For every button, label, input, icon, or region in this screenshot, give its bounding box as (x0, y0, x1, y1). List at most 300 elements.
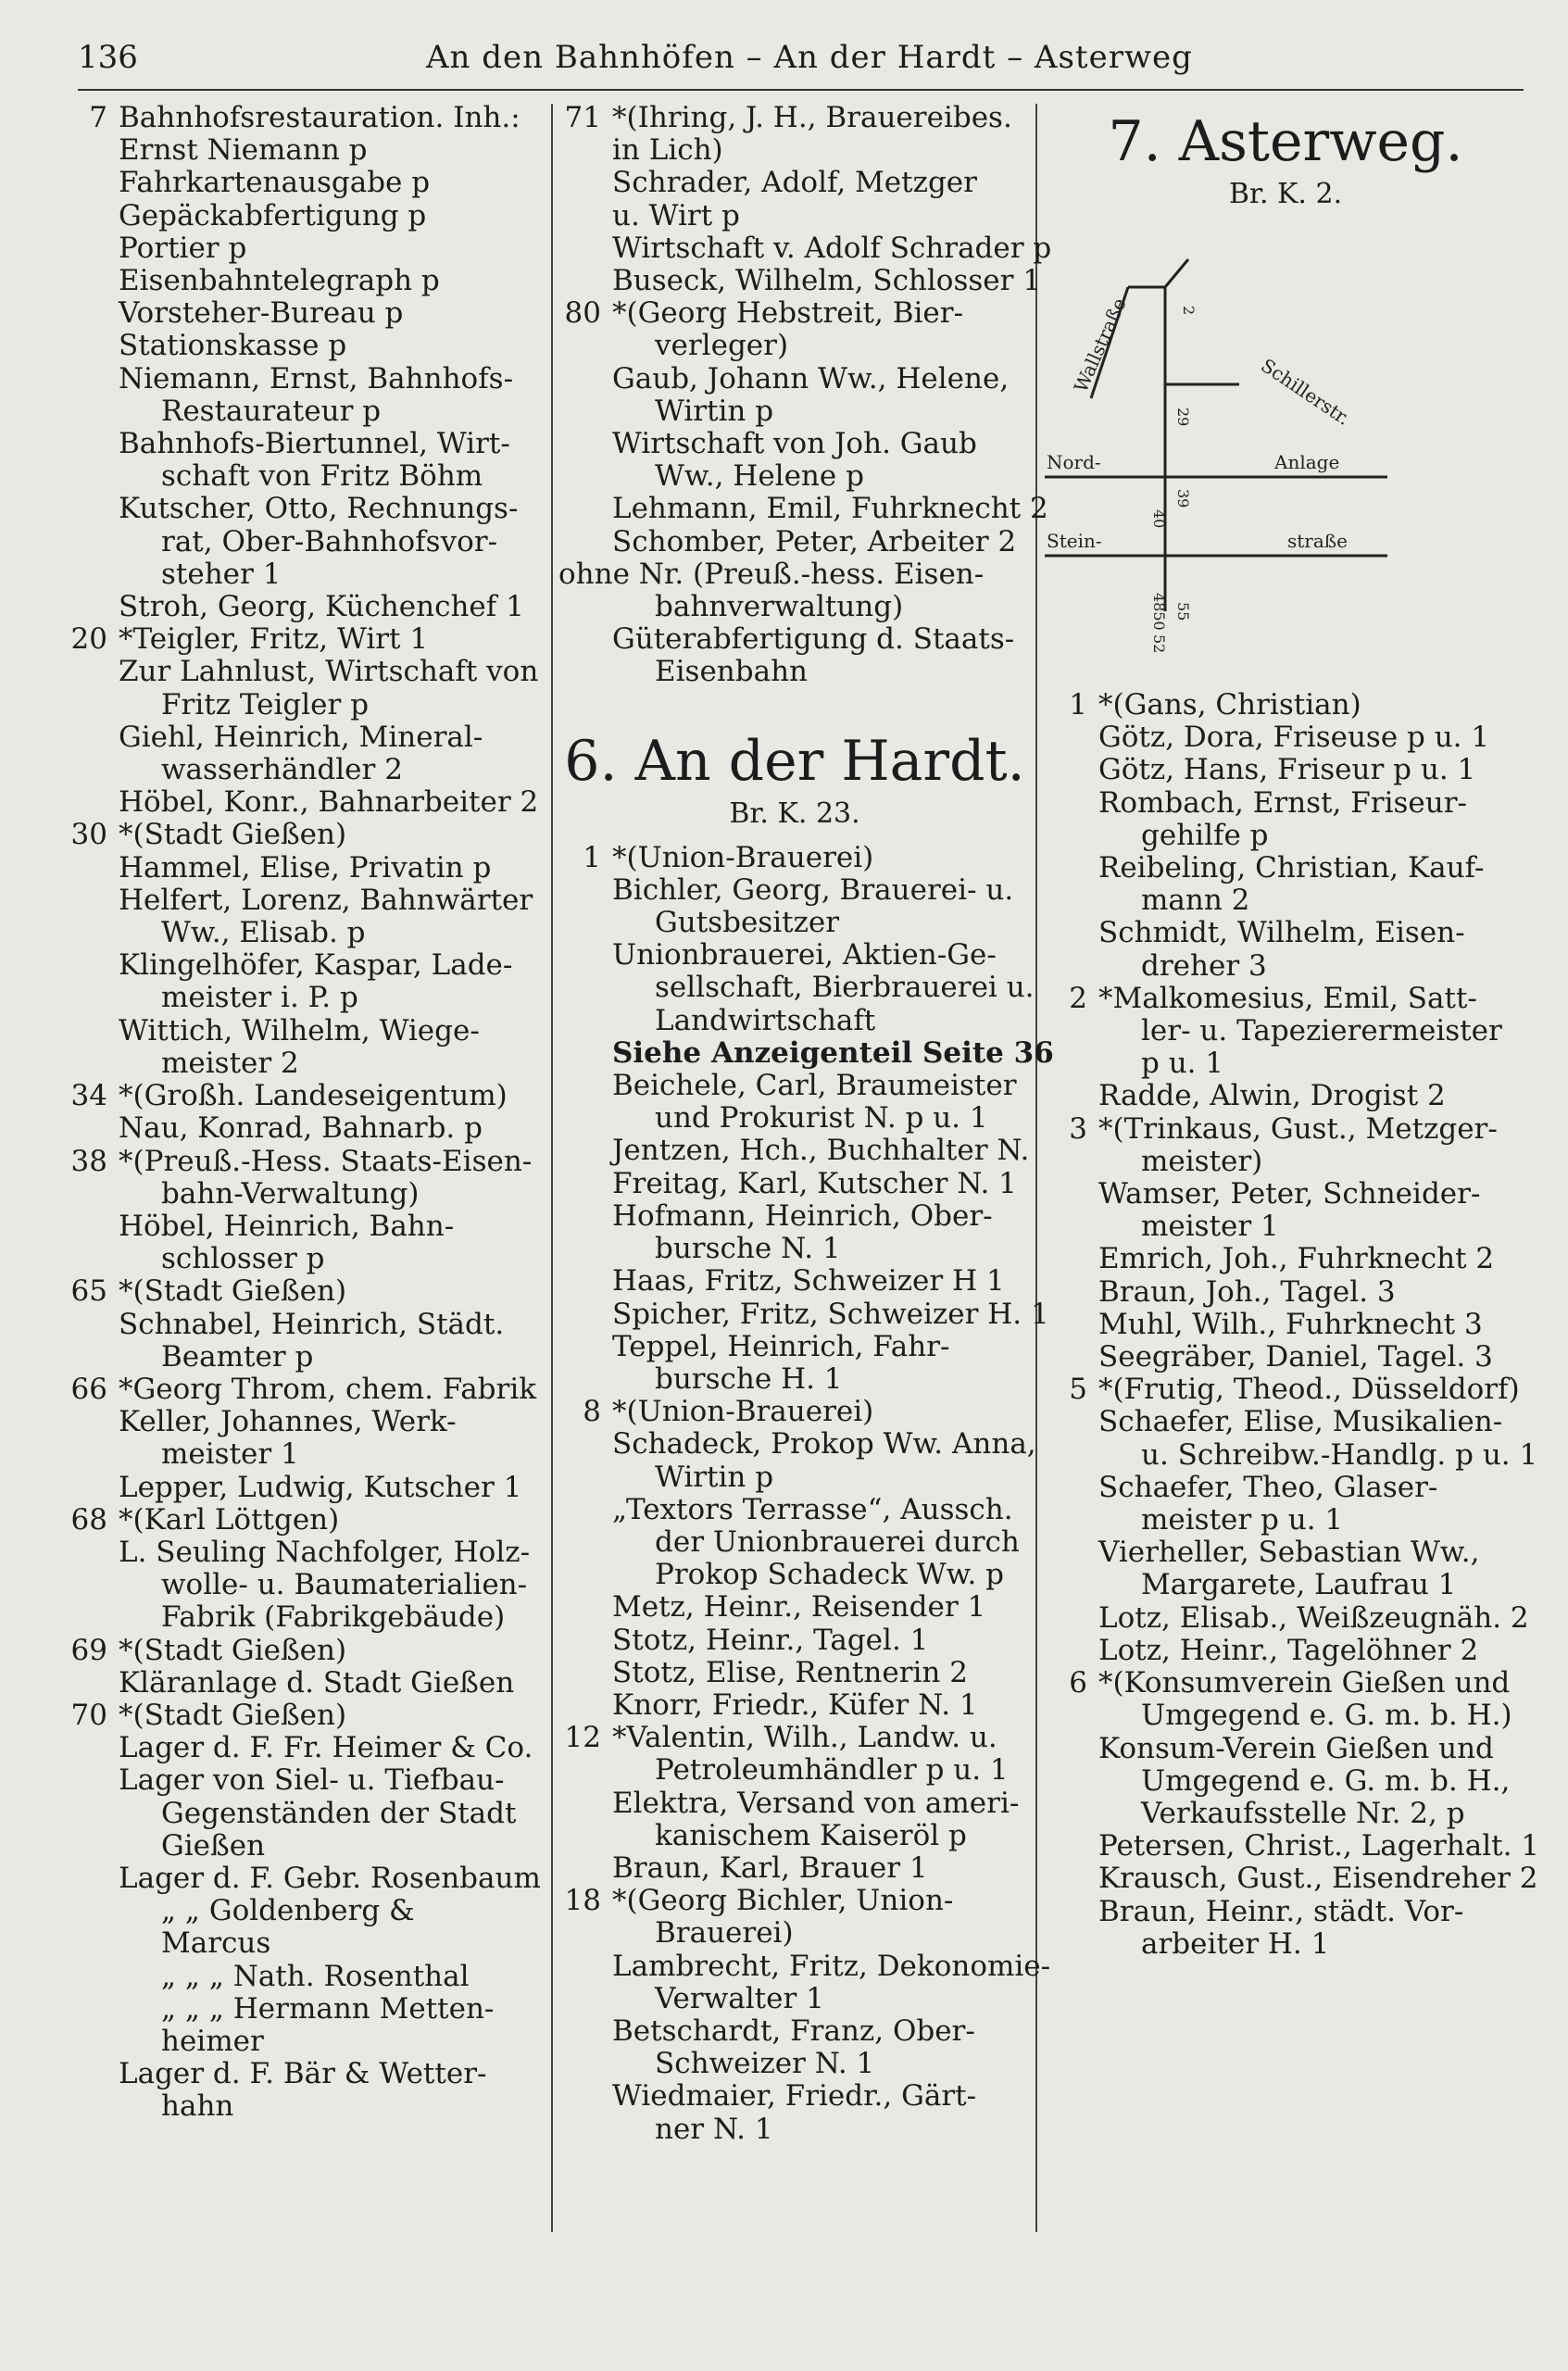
directory-entry (558, 428, 1031, 460)
house-number: 8 (583, 1395, 601, 1429)
entry-text: „Textors Terrasse“, Aussch. (612, 1492, 1013, 1526)
directory-entry (558, 395, 1031, 428)
entry-text: Vierheller, Sebastian Ww., (1098, 1536, 1480, 1570)
house-number: 68 (70, 1502, 107, 1537)
entry-text: hahn (161, 2089, 234, 2124)
house-number: 1 (583, 840, 601, 874)
directory-entry (65, 591, 537, 623)
column-2 (558, 101, 1054, 2146)
directory-entry (558, 1983, 1031, 2015)
directory-entry (65, 1472, 537, 1504)
entry-text: Marcus (161, 1926, 271, 1961)
directory-entry (1045, 689, 1526, 721)
directory-entry (558, 1070, 1031, 1102)
entry-text: meister 1 (1141, 1210, 1279, 1244)
directory-entry (65, 1798, 537, 1830)
entry-text: Rombach, Ernst, Friseur- (1098, 785, 1468, 820)
directory-entry (65, 852, 537, 884)
entry-text: Wamser, Peter, Schneider- (1098, 1177, 1481, 1211)
entry-text: Umgegend e. G. m. b. H.) (1141, 1699, 1512, 1733)
directory-entry (65, 1275, 537, 1308)
house-number: 3 (1069, 1111, 1087, 1146)
directory-entry (558, 102, 1031, 134)
directory-entry (65, 460, 537, 493)
directory-entry (65, 949, 537, 982)
directory-entry (65, 1309, 537, 1341)
directory-entry (558, 1135, 1031, 1167)
house-number: 6 (1069, 1666, 1087, 1700)
directory-entry (1045, 1600, 1529, 1635)
directory-entry (558, 363, 1031, 395)
entry-text: Spicher, Fritz, Schweizer H. 1 (612, 1297, 1049, 1331)
entry-text: Höbel, Heinrich, Bahn- (119, 1209, 455, 1243)
entry-text: *(Frutig, Theod., Düsseldorf) (1098, 1373, 1520, 1407)
entry-text: Schaefer, Theo, Glaser- (1098, 1470, 1438, 1504)
entry-text: ner N. 1 (655, 2112, 773, 2146)
entry-text: u. Wirt p (612, 198, 740, 232)
directory-entry (65, 786, 537, 819)
entry-text: „ „ „ Nath. Rosenthal (161, 1959, 470, 1993)
entry-text: bahn-Verwaltung) (161, 1176, 420, 1211)
column-1 (65, 101, 541, 2124)
entry-text: Wittich, Wilhelm, Wiege- (119, 1013, 480, 1048)
directory-entry (65, 1569, 537, 1601)
directory-entry (1045, 884, 1526, 917)
directory-entry (1045, 1015, 1526, 1048)
directory-entry (558, 1102, 1031, 1135)
entry-text: Landwirtschaft (655, 1003, 876, 1037)
directory-entry (65, 1438, 537, 1471)
directory-entry (558, 1363, 1031, 1396)
directory-entry (65, 1895, 537, 1927)
entry-text: Haas, Fritz, Schweizer H 1 (612, 1264, 1005, 1298)
entry-text: meister i. P. p (161, 981, 358, 1015)
directory-entry (65, 623, 537, 656)
directory-entry (1045, 1635, 1526, 1667)
entry-text: der Unionbrauerei durch (655, 1524, 1020, 1559)
directory-entry (1045, 1928, 1526, 1961)
entry-text: Lepper, Ludwig, Kutscher 1 (119, 1470, 522, 1504)
directory-entry (1045, 1896, 1526, 1928)
entry-text: Höbel, Konr., Bahnarbeiter 2 (119, 785, 539, 820)
section-subtitle: Br. K. 23. (729, 797, 860, 830)
map-number: 39 (1174, 489, 1192, 508)
entry-text: ler- u. Tapezierermeister (1141, 1014, 1502, 1048)
entry-text: *Valentin, Wilh., Landw. u. (612, 1721, 997, 1755)
entry-text: Lotz, Heinr., Tagelöhner 2 (1098, 1633, 1479, 1667)
directory-entry (1045, 1276, 1526, 1309)
entry-text: Knorr, Friedr., Küfer N. 1 (612, 1687, 978, 1722)
entry-text: Klingelhöfer, Kaspar, Lade- (119, 948, 513, 983)
directory-entry (65, 754, 537, 786)
directory-entry (1045, 1309, 1526, 1341)
entry-text: *(Stadt Gießen) (119, 818, 347, 852)
directory-entry (558, 1689, 1031, 1722)
entry-text: Schmidt, Wilhelm, Eisen- (1098, 916, 1465, 950)
column-divider (551, 104, 553, 2232)
directory-entry (65, 134, 537, 167)
directory-entry (558, 1722, 1031, 1754)
directory-entry (1045, 1862, 1538, 1896)
entry-text: Metz, Heinr., Reisender 1 (612, 1590, 986, 1625)
directory-entry (1045, 983, 1526, 1015)
directory-entry (65, 982, 537, 1014)
entry-text: *(Union-Brauerei) (612, 1395, 874, 1429)
entry-text: Gegenständen der Stadt (161, 1796, 517, 1830)
entry-text: Hammel, Elise, Privatin p (119, 850, 492, 884)
directory-entry (1045, 754, 1526, 786)
entry-text: *(Stadt Gießen) (119, 1698, 347, 1732)
entry-text: Lager d. F. Gebr. Rosenbaum (119, 1861, 541, 1895)
directory-entry (65, 200, 537, 232)
house-number: 2 (1069, 981, 1087, 1015)
directory-entry (65, 2026, 537, 2058)
spacer (558, 689, 1031, 721)
section-subtitle: Br. K. 2. (1228, 178, 1343, 210)
entry-text: sellschaft, Bierbrauerei u. (655, 971, 1035, 1005)
entry-text: Ernst Niemann p (119, 133, 368, 168)
map-number: 2 (1180, 306, 1198, 316)
entry-text: Stotz, Heinr., Tagel. 1 (612, 1623, 929, 1657)
entry-text: Konsum-Verein Gießen und (1098, 1731, 1494, 1765)
directory-entry (558, 264, 1042, 298)
entry-text: Braun, Karl, Brauer 1 (612, 1850, 928, 1885)
directory-entry (65, 689, 537, 721)
directory-entry (65, 558, 537, 591)
entry-text: Gepäckabfertigung p (119, 198, 427, 232)
directory-entry (1045, 1700, 1526, 1732)
map-label-wallstrasse: Wallstraße (1069, 295, 1131, 396)
directory-entry (1045, 1146, 1526, 1178)
directory-entry (65, 330, 537, 362)
directory-entry (65, 1080, 537, 1112)
directory-entry (1045, 1733, 1526, 1765)
entry-text: *(Stadt Gießen) (119, 1274, 347, 1309)
directory-entry (1045, 1080, 1526, 1112)
directory-entry (558, 1461, 1031, 1494)
directory-entry (65, 1178, 537, 1211)
entry-text: Keller, Johannes, Werk- (119, 1405, 457, 1439)
directory-entry (1045, 721, 1526, 754)
entry-text: Niemann, Ernst, Bahnhofs- (119, 361, 514, 395)
house-number: 34 (70, 1079, 107, 1113)
entry-text: Zur Lahnlust, Wirtschaft von (119, 655, 539, 689)
directory-entry (558, 1625, 1031, 1657)
directory-entry (558, 200, 1031, 232)
house-number: 80 (564, 296, 601, 331)
entry-text: Hofmann, Heinrich, Ober- (612, 1198, 993, 1233)
entry-text: *(Georg Bichler, Union- (612, 1884, 954, 1918)
directory-entry (65, 1112, 537, 1145)
entry-text: wasserhändler 2 (161, 753, 403, 787)
directory-entry (65, 884, 537, 917)
house-number: 20 (70, 622, 107, 657)
entry-text: Wirtschaft v. Adolf Schrader p (612, 231, 1052, 265)
directory-entry (558, 1526, 1031, 1559)
directory-entry (65, 1211, 537, 1243)
header-rule (78, 89, 1524, 91)
entry-text: Lotz, Elisab., Weißzeugnäh. 2 (1098, 1600, 1529, 1635)
directory-entry (558, 1754, 1031, 1787)
house-number: 71 (564, 101, 601, 134)
entry-text: p u. 1 (1141, 1047, 1224, 1081)
entry-text: Siehe Anzeigenteil Seite 36 (612, 1035, 1054, 1070)
map-label-schillerstr: Schillerstr. (1257, 354, 1355, 430)
directory-entry (65, 1015, 537, 1048)
entry-text: meister 2 (161, 1046, 299, 1080)
entry-text: meister 1 (161, 1437, 299, 1472)
directory-entry (558, 656, 1031, 688)
map-number: 52 (1150, 634, 1168, 654)
directory-entry (1045, 1374, 1526, 1406)
entry-text: Götz, Dora, Friseuse p u. 1 (1098, 721, 1490, 755)
directory-entry (558, 134, 1031, 167)
entry-text: Bahnhofs-Biertunnel, Wirt- (119, 427, 510, 461)
directory-entry (558, 1427, 1036, 1461)
directory-entry (558, 1297, 1049, 1331)
entry-text: Fabrik (Fabrikgebäude) (161, 1600, 506, 1635)
entry-text: steher 1 (161, 557, 282, 591)
directory-entry (558, 1559, 1031, 1591)
directory-entry (65, 1537, 537, 1569)
directory-entry (558, 842, 1031, 874)
directory-entry (558, 1820, 1031, 1852)
directory-entry (1045, 1178, 1526, 1211)
directory-entry (65, 819, 537, 851)
directory-entry (558, 167, 1031, 199)
entry-text: Beamter p (161, 1339, 314, 1374)
house-number: 12 (564, 1721, 601, 1755)
entry-text: Elektra, Versand von ameri- (612, 1786, 1020, 1820)
entry-text: Freitag, Karl, Kutscher N. 1 (612, 1166, 1017, 1200)
entry-text: Schrader, Adolf, Metzger (612, 166, 977, 200)
entry-text: Radde, Alwin, Drogist 2 (1098, 1079, 1446, 1113)
entry-text: rat, Ober-Bahnhofsvor- (161, 524, 498, 558)
entry-text: Schweizer N. 1 (655, 2047, 875, 2081)
directory-entry (558, 1494, 1031, 1526)
directory-entry (65, 1406, 537, 1438)
directory-entry (65, 102, 537, 134)
entry-text: Muhl, Wilh., Fuhrknecht 3 (1098, 1307, 1483, 1341)
entry-text: *(Gans, Christian) (1098, 688, 1361, 721)
entry-text: Wirtschaft von Joh. Gaub (612, 427, 977, 461)
directory-entry (65, 1667, 537, 1700)
directory-entry (558, 1396, 1031, 1428)
directory-entry (65, 1048, 537, 1080)
directory-entry (1045, 1243, 1526, 1275)
entry-text: bursche H. 1 (655, 1361, 843, 1396)
entry-text: *(Preuß.-Hess. Staats-Eisen- (119, 1144, 533, 1178)
entry-text: meister p u. 1 (1141, 1503, 1344, 1537)
directory-entry (65, 2090, 537, 2123)
directory-entry (65, 297, 537, 330)
directory-entry (558, 558, 1031, 591)
directory-entry (558, 1331, 1031, 1363)
directory-entry (558, 2080, 1031, 2113)
directory-entry (65, 1961, 537, 1993)
entry-text: Lager d. F. Bär & Wetter- (119, 2057, 487, 2091)
directory-entry (65, 232, 537, 265)
map-number: 4850 (1150, 593, 1168, 631)
entry-text: Betschardt, Franz, Ober- (612, 2013, 975, 2048)
entry-text: schaft von Fritz Böhm (161, 459, 483, 494)
directory-entry (65, 656, 537, 688)
entry-text: kanischem Kaiseröl p (655, 1818, 967, 1852)
entry-text: Lager d. F. Fr. Heimer & Co. (119, 1731, 533, 1765)
entry-text: Vorsteher-Bureau p (119, 296, 404, 331)
entry-text: Beichele, Carl, Braumeister (612, 1069, 1017, 1103)
entry-text: ohne Nr. (Preuß.-hess. Eisen- (558, 557, 985, 591)
directory-entry (1045, 950, 1526, 983)
entry-text: Restaurateur p (161, 394, 382, 428)
entry-text: verleger) (655, 329, 789, 363)
directory-entry (65, 1146, 537, 1178)
directory-entry (1045, 1048, 1526, 1080)
entry-text: Nau, Konrad, Bahnarb. p (119, 1111, 483, 1146)
entry-text: *(Stadt Gießen) (119, 1633, 347, 1667)
entry-text: Seegräber, Daniel, Tagel. 3 (1098, 1340, 1493, 1374)
directory-entry (65, 1504, 537, 1537)
directory-entry (558, 297, 1031, 330)
entry-text: Lehmann, Emil, Fuhrknecht 2 (612, 492, 1048, 526)
directory-entry (558, 591, 1031, 623)
entry-text: Teppel, Heinrich, Fahr- (612, 1329, 950, 1363)
section-title: 6. An der Hardt. (564, 728, 1025, 794)
entry-text: *(Ihring, J. H., Brauereibes. (612, 101, 1012, 134)
entry-text: Schnabel, Heinrich, Städt. (119, 1307, 505, 1341)
directory-entry (558, 2048, 1031, 2080)
map-street-line (1165, 259, 1188, 287)
directory-entry (558, 1035, 1054, 1070)
directory-entry (558, 1233, 1031, 1265)
directory-entry (558, 1949, 1051, 1983)
entry-text: Kläranlage d. Stadt Gießen (119, 1665, 515, 1700)
directory-entry (65, 493, 537, 525)
map-label-strasse: straße (1287, 530, 1348, 552)
directory-entry (1045, 1406, 1526, 1438)
entry-text: wolle- u. Baumaterialien- (161, 1568, 528, 1602)
entry-text: Lambrecht, Fritz, Dekonomie- (612, 1949, 1051, 1983)
entry-text: Krausch, Gust., Eisendreher 2 (1098, 1862, 1538, 1896)
entry-text: Petersen, Christ., Lagerhalt. 1 (1098, 1829, 1540, 1863)
directory-entry (65, 363, 537, 395)
entry-text: Giehl, Heinrich, Mineral- (119, 720, 483, 754)
entry-text: mann 2 (1141, 884, 1250, 918)
directory-entry (65, 526, 537, 558)
directory-entry (558, 1788, 1031, 1820)
entry-text: *Malkomesius, Emil, Satt- (1098, 981, 1477, 1015)
house-number: 5 (1069, 1373, 1087, 1407)
entry-text: Jentzen, Hch., Buchhalter N. (612, 1134, 1030, 1168)
directory-entry (558, 1591, 1031, 1624)
directory-entry (558, 2015, 1031, 2048)
entry-text: Verwalter 1 (655, 1981, 824, 2015)
directory-entry (1045, 1829, 1540, 1863)
directory-entry (65, 1830, 537, 1863)
entry-text: Eisenbahntelegraph p (119, 264, 440, 298)
directory-entry (1045, 1211, 1526, 1243)
directory-entry (558, 971, 1035, 1005)
directory-entry (558, 1917, 1031, 1950)
directory-entry (558, 330, 1031, 362)
entry-text: Lager von Siel- u. Tiefbau- (119, 1763, 505, 1798)
directory-entry (558, 231, 1052, 265)
entry-text: *Teigler, Fritz, Wirt 1 (119, 622, 429, 657)
map-label-anlage: Anlage (1274, 451, 1340, 473)
entry-text: Reibeling, Christian, Kauf- (1098, 851, 1485, 885)
directory-entry (558, 874, 1031, 907)
directory-entry (1045, 1569, 1526, 1601)
entry-text: Kutscher, Otto, Rechnungs- (119, 492, 519, 526)
directory-entry (1045, 1113, 1526, 1146)
entry-text: Eisenbahn (655, 655, 809, 689)
section-title: 7. Asterweg. (1108, 109, 1463, 174)
directory-entry (1045, 1437, 1538, 1472)
directory-entry (558, 492, 1048, 526)
directory-entry (1045, 852, 1526, 884)
entry-text: Ww., Helene p (655, 459, 864, 494)
entry-text: Helfert, Lorenz, Bahnwärter (119, 883, 533, 917)
entry-text: Bahnhofsrestauration. Inh.: (119, 101, 521, 134)
directory-entry (65, 1732, 537, 1764)
entry-text: arbeiter H. 1 (1141, 1926, 1330, 1961)
house-number: 69 (70, 1633, 107, 1667)
directory-entry (558, 907, 1031, 939)
directory-entry (558, 623, 1031, 656)
directory-entry (558, 1657, 1031, 1689)
entry-text: heimer (161, 2024, 264, 2058)
entry-text: bahnverwaltung) (655, 590, 904, 624)
map-label-nord: Nord- (1047, 451, 1101, 473)
entry-text: Schaefer, Elise, Musikalien- (1098, 1405, 1503, 1439)
directory-entry (1045, 1765, 1526, 1798)
entry-text: Wirtin p (655, 394, 774, 428)
directory-entry (558, 2114, 1031, 2146)
entry-text: L. Seuling Nachfolger, Holz- (119, 1535, 531, 1569)
entry-text: Wirtin p (655, 1460, 774, 1494)
directory-entry (65, 1635, 537, 1667)
entry-text: *(Konsumverein Gießen und (1098, 1666, 1511, 1700)
entry-text: Petroleumhändler p u. 1 (655, 1753, 1009, 1788)
entry-text: *(Trinkaus, Gust., Metzger- (1098, 1111, 1498, 1146)
map-number: 40 (1150, 509, 1168, 529)
entry-text: bursche N. 1 (655, 1232, 841, 1266)
entry-text: Braun, Heinr., städt. Vor- (1098, 1894, 1464, 1928)
entry-text: dreher 3 (1141, 948, 1267, 983)
entry-text: Brauerei) (655, 1916, 794, 1951)
directory-entry (558, 1200, 1031, 1233)
directory-entry (558, 460, 1031, 493)
directory-entry (65, 1993, 537, 2026)
entry-text: Stationskasse p (119, 329, 347, 363)
house-number: 18 (564, 1884, 601, 1918)
entry-text: Emrich, Joh., Fuhrknecht 2 (1098, 1242, 1495, 1276)
entry-text: meister) (1141, 1144, 1263, 1178)
entry-text: Schomber, Peter, Arbeiter 2 (612, 524, 1017, 558)
entry-text: Stotz, Elise, Rentnerin 2 (612, 1655, 968, 1689)
house-number: 65 (70, 1274, 107, 1309)
entry-text: schlosser p (161, 1242, 325, 1276)
page-number: 136 (78, 39, 138, 76)
directory-entry (65, 395, 537, 428)
directory-entry (65, 1243, 537, 1275)
entry-text: Stroh, Georg, Küchenchef 1 (119, 590, 524, 624)
directory-entry (1045, 1341, 1526, 1374)
entry-text: Gutsbesitzer (655, 906, 840, 940)
directory-entry (1045, 787, 1526, 820)
directory-entry (65, 428, 537, 460)
entry-text: Portier p (119, 231, 247, 265)
